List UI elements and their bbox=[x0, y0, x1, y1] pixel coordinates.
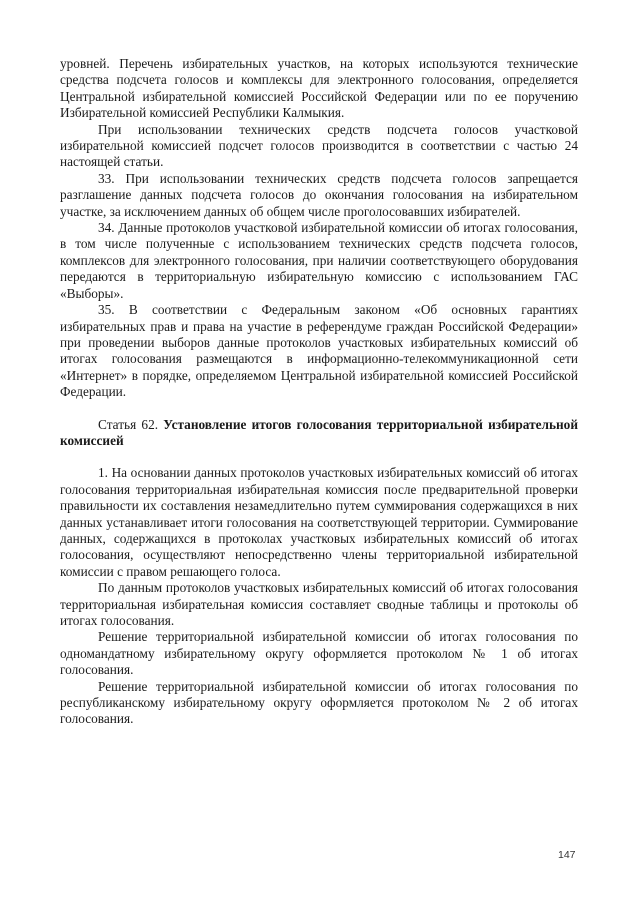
article-paragraph: По данным протоколов участковых избирательных комиссий об итогах голосования территориальная избирательная комиссия составляет сводные таблицы и протоколы об итогах голосования. bbox=[60, 580, 578, 628]
article-number: Статья 62. bbox=[98, 416, 159, 432]
paragraph: При использовании технических средств подсчета голосов участковой избирательной комиссией подсчет голосов производится в соответствии с частью 24 настоящей статьи. bbox=[60, 121, 578, 170]
page-number: 147 bbox=[558, 849, 576, 861]
paragraph-continued: уровней. Перечень избирательных участков, на которых используются технические средства подсчета голосов и комплексы для электронного голосования, определяется Центральной избирательной комиссией Российской Федерации или по ее поручению Избирательной комиссией Республики Калмыкия. bbox=[60, 56, 578, 121]
article-title: Установление итогов голосования территориальной избирательной комиссией bbox=[60, 416, 578, 448]
paragraph-item-34: 34. Данные протоколов участковой избирательной комиссии об итогах голосования, в том числе полученные с использованием технических средств подсчета голосов, комплексов для электронного голосования, при наличии соответствующего оборудования передаются в территориальную избирательную комиссию с использованием ГАС «Выборы». bbox=[60, 220, 578, 301]
article-paragraph: Решение территориальной избирательной комиссии об итогах голосования по республиканскому избирательному округу оформляется протоколом № 2 об итогах голосования. bbox=[60, 678, 578, 727]
paragraph-item-33: 33. При использовании технических средств подсчета голосов запрещается разглашение данных подсчета голосов до окончания голосования на избирательном участке, за исключением данных об общем числе проголосовавших избирателей. bbox=[60, 170, 578, 219]
article-heading bbox=[60, 417, 578, 450]
paragraph-item-35: 35. В соответствии с Федеральным законом «Об основных гарантиях избирательных прав и права на участие в референдуме граждан Российской Федерации» при проведении выборов данные протоколов участковых избирательных комиссий об итогах голосования размещаются в информационно-телекоммуникационной сети «Интернет» в порядке, определяемом Центральной избирательной комиссией Российской Федерации. bbox=[60, 302, 578, 400]
article-paragraph: Решение территориальной избирательной комиссии об итогах голосования по одномандатному избирательному округу оформляется протоколом № 1 об итогах голосования. bbox=[60, 629, 578, 678]
article-paragraph-1: 1. На основании данных протоколов участковых избирательных комиссий об итогах голосования территориальная избирательная комиссия после предварительной проверки правильности их составления незамедлительно путем суммирования содержащихся в них данных устанавливает итоги голосования на соответствующей территории. Суммирование данных, содержащихся в протоколах участковых избирательных комиссий об итогах голосования, осуществляют непосредственно члены территориальной избирательной комиссии с правом решающего голоса. bbox=[60, 465, 578, 579]
document-body bbox=[60, 56, 578, 728]
